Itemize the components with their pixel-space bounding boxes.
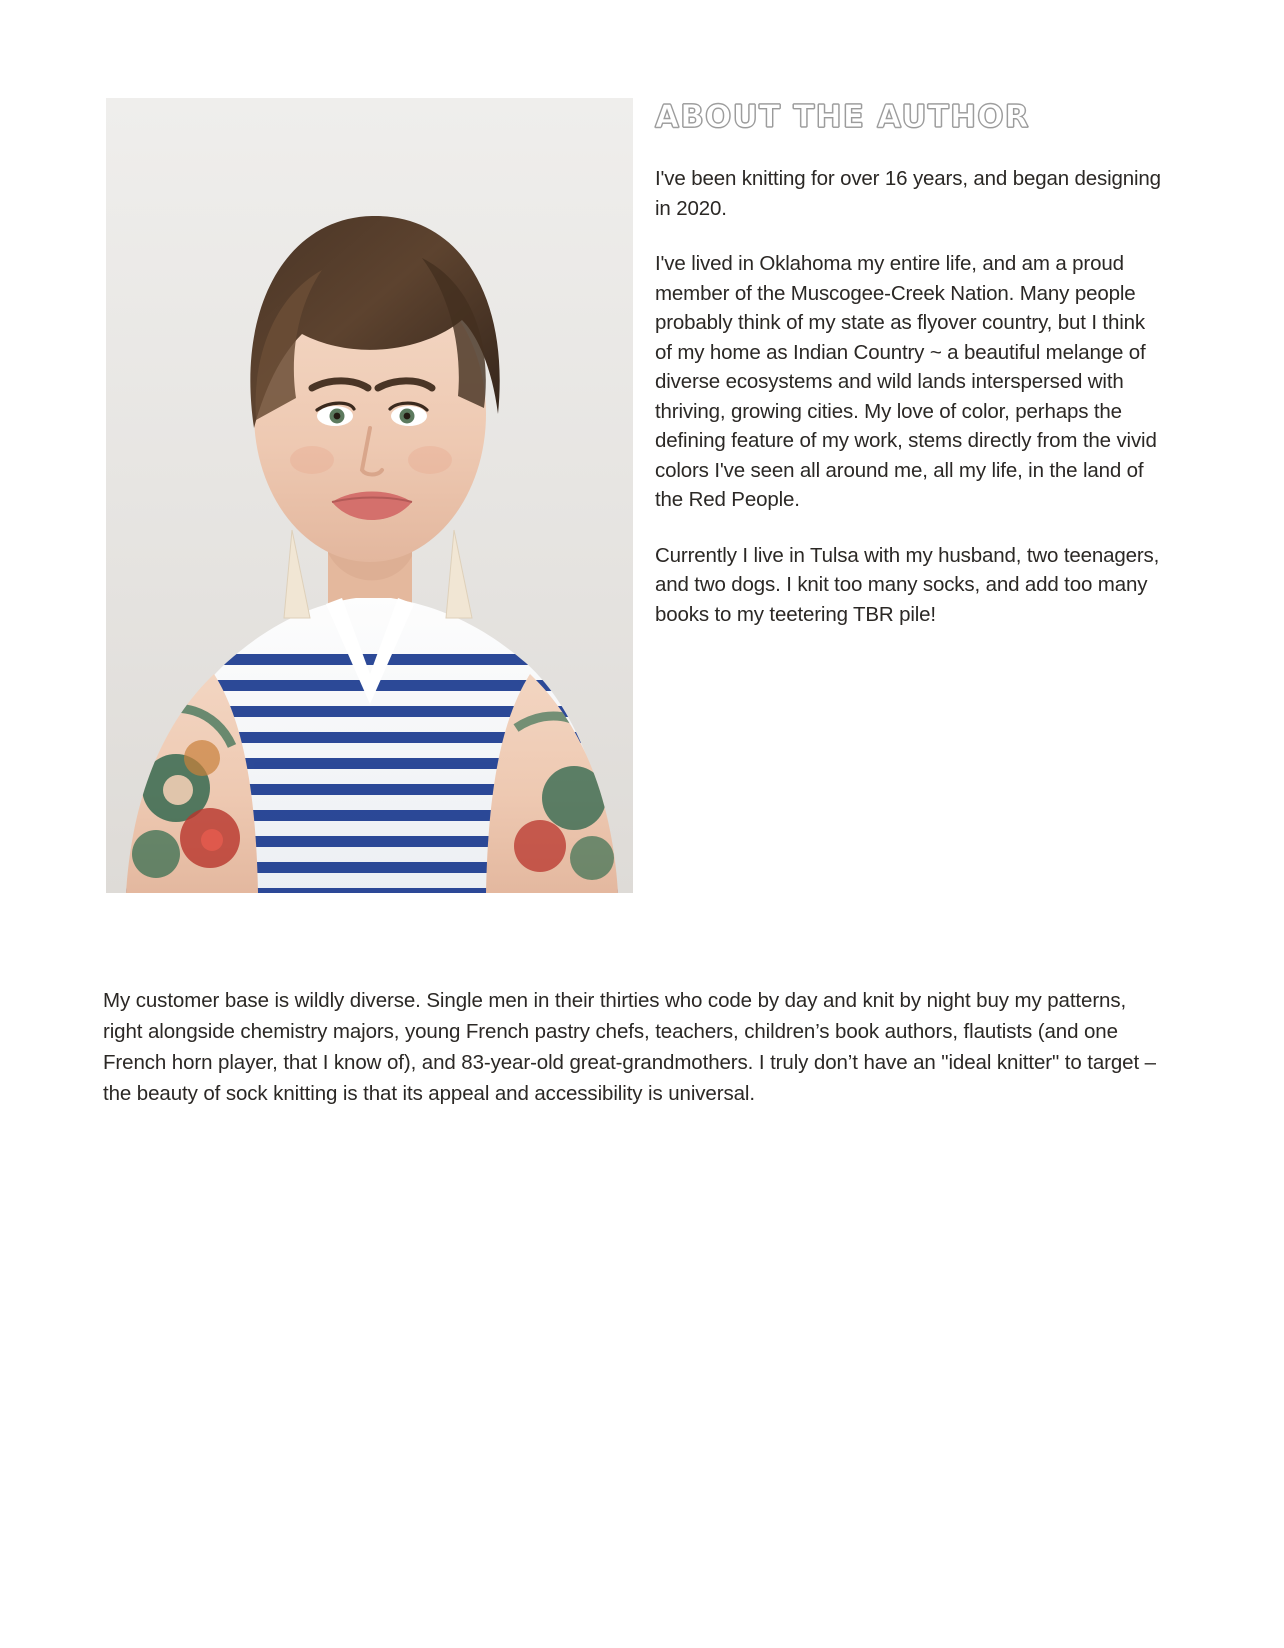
paragraph-oklahoma-life: I've lived in Oklahoma my entire life, and am a proud member of the Muscogee-Creek Nation. Many people probably think of my state as flyover country, but I think of my home as Indian Country ~ a beautiful melange of diverse ecosystems and wild lands interspersed with thriving, growing cities. My love of color, perhaps the defining feature of my work, stems directly from the vivid colors I've seen all around me, all my life, in the land of the Red People. (655, 252, 1157, 512)
page-title: ABOUT THE AUTHOR (655, 99, 1030, 135)
paragraph-knitting-background: I've been knitting for over 16 years, and began designing in 2020. (655, 167, 1161, 220)
author-portrait-photo (106, 98, 633, 893)
customer-base-block (103, 985, 1160, 1110)
paragraph-currently-tulsa: Currently I live in Tulsa with my husband, two teenagers, and two dogs. I knit too many socks, and add too many books to my teetering TBR pile! (655, 543, 1160, 626)
about-author-column (655, 100, 1165, 629)
paragraph-customer-base: My customer base is wildly diverse. Single men in their thirties who code by day and knit by night buy my patterns, right alongside chemistry majors, young French pastry chefs, teachers, children’s book authors, flautists (and one French horn player, that I know of), and 83-year-old great-grandmothers. I truly don’t have an "ideal knitter" to target – the beauty of sock knitting is that its appeal and accessibility is universal. (103, 989, 1156, 1106)
